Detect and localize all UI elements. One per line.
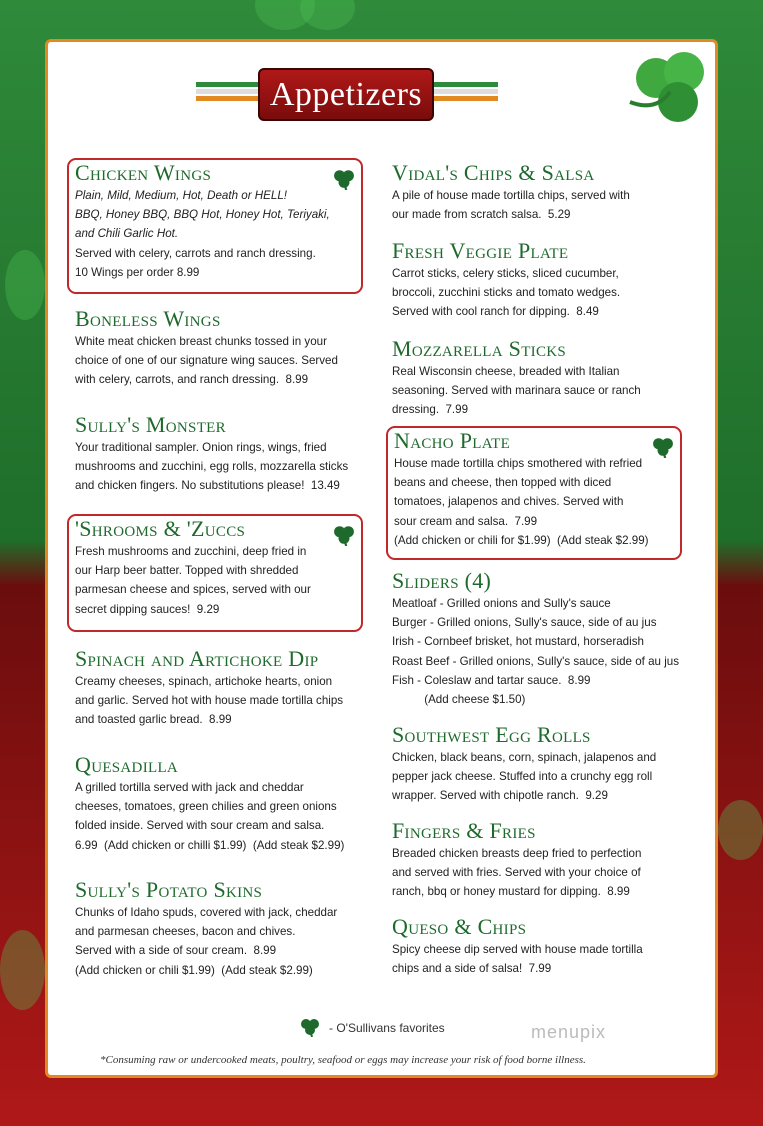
- menu-item-description-line: folded inside. Served with sour cream and salsa.: [75, 819, 325, 833]
- menu-item-description-line: Fresh mushrooms and zucchini, deep fried in: [75, 545, 307, 558]
- menu-item-description-line: seasoning. Served with marinara sauce or ranch: [392, 384, 641, 398]
- menu-item-description-line: House made tortilla chips smothered with refried: [394, 457, 643, 470]
- menu-item-description-line: Served with cool ranch for dipping. 8.49: [392, 305, 599, 319]
- menu-item-description-line: secret dipping sauces! 9.29: [75, 602, 220, 616]
- menu-item-description-line: dressing. 7.99: [392, 403, 469, 417]
- menu-item-description-line: and toasted garlic bread. 8.99: [75, 713, 232, 727]
- menu-item: [392, 818, 641, 902]
- menu-item-description-line: broccoli, zucchini sticks and tomato wedges.: [392, 286, 621, 300]
- menu-item-description-line: Burger - Grilled onions, Sully's sauce, side of au jus: [392, 616, 657, 630]
- menu-item-title: Sully's Potato Skins: [75, 877, 263, 902]
- menu-item-description-line: parmesan cheese and spices, served with our: [75, 583, 311, 597]
- menu-item-description-line: with celery, carrots, and ranch dressing. 8.99: [75, 373, 309, 387]
- menu-item: [392, 722, 656, 806]
- menu-item-description-line: our made from scratch salsa. 5.29: [392, 208, 571, 222]
- shamrock-icon: [300, 1017, 320, 1037]
- menu-item-description-line: tomatoes, jalapenos and chives. Served with: [394, 495, 624, 509]
- menu-item: [75, 752, 344, 855]
- menu-item: [75, 306, 338, 390]
- watermark: menupix: [531, 1022, 607, 1042]
- menu-item-description-line: A grilled tortilla served with jack and cheddar: [75, 781, 304, 794]
- menu-item-title: Nacho Plate: [394, 428, 511, 453]
- menu-item-description-line: Served with a side of sour cream. 8.99: [75, 944, 277, 958]
- menu-item-description-line: A pile of house made tortilla chips, served with: [392, 189, 630, 202]
- menu-item-description-line: (Add chicken or chili $1.99) (Add steak $2.99): [75, 963, 313, 977]
- menu-item-title: Southwest Egg Rolls: [392, 722, 591, 747]
- menu-item-description-line: chips and a side of salsa! 7.99: [392, 962, 552, 976]
- background-clover-leaf: [5, 250, 45, 320]
- menu-item-description-line: sour cream and salsa. 7.99: [394, 514, 538, 528]
- menu-item-description-line: beans and cheese, then topped with diced: [394, 476, 612, 490]
- menu-item-title: Sully's Monster: [75, 412, 226, 437]
- menu-item-description-line: and parmesan cheeses, bacon and chives.: [75, 925, 296, 939]
- menu-item: [75, 877, 337, 980]
- background-clover-leaf: [0, 930, 45, 1010]
- menu-item-title: Fingers & Fries: [392, 818, 536, 843]
- menu-item: [392, 336, 641, 420]
- menu-item-description-line: Spicy cheese dip served with house made tortilla: [392, 943, 643, 956]
- menu-item-description-line: Chicken, black beans, corn, spinach, jalapenos and: [392, 751, 657, 764]
- menu-item-description-line: Breaded chicken breasts deep fried to perfection: [392, 847, 642, 860]
- menu-item-title: Spinach and Artichoke Dip: [75, 646, 319, 671]
- menu-item-option-line: BBQ, Honey BBQ, BBQ Hot, Honey Hot, Teriyaki,: [75, 208, 330, 222]
- menu-item: [386, 426, 682, 560]
- menu-item-title: Boneless Wings: [75, 306, 221, 331]
- disclaimer: *Consuming raw or undercooked meats, poultry, seafood or eggs may increase your risk of food borne illness.: [100, 1054, 586, 1066]
- menu-item-description-line: Carrot sticks, celery sticks, sliced cucumber,: [392, 267, 619, 280]
- menu-item-description-line: 10 Wings per order 8.99: [75, 265, 200, 279]
- menu-item-description-line: Chunks of Idaho spuds, covered with jack, cheddar: [75, 906, 338, 919]
- menu-item-description-line: wrapper. Served with chipotle ranch. 9.29: [392, 789, 608, 803]
- menu-item-description-line: Irish - Cornbeef brisket, hot mustard, horseradish: [392, 635, 644, 649]
- menu-item-description-line: choice of one of our signature wing sauces. Served: [75, 354, 338, 368]
- menu-item-title: Vidal's Chips & Salsa: [392, 160, 595, 185]
- menu-item-description-line: cheeses, tomatoes, green chilies and green onions: [75, 800, 337, 814]
- shamrock-icon: [333, 524, 355, 546]
- menu-item-description-line: 6.99 (Add chicken or chilli $1.99) (Add steak $2.99): [75, 838, 345, 852]
- menu-item-option-line: and Chili Garlic Hot.: [75, 227, 179, 241]
- menu-item-title: Chicken Wings: [75, 160, 212, 185]
- section-title: Appetizers: [258, 68, 434, 121]
- menu-item-description-line: pepper jack cheese. Stuffed into a crunchy egg roll: [392, 770, 653, 784]
- shamrock-icon: [626, 50, 718, 134]
- menu-item: [67, 514, 363, 632]
- menu-item-title: Sliders (4): [392, 568, 492, 593]
- menu-item-title: Quesadilla: [75, 752, 179, 777]
- favorites-legend: - O'Sullivans favorites: [329, 1021, 445, 1035]
- menu-item: [392, 914, 643, 978]
- menu-item-title: Fresh Veggie Plate: [392, 238, 569, 263]
- background-clover-leaf: [718, 800, 763, 860]
- menu-item: [75, 412, 348, 496]
- menu-item-description-line: Meatloaf - Grilled onions and Sully's sauce: [392, 597, 611, 610]
- menu-item-description-line: ranch, bbq or honey mustard for dipping. 8.99: [392, 885, 630, 899]
- menu-item-description-line: (Add cheese $1.50): [392, 693, 526, 707]
- menu-item-description-line: and garlic. Served hot with house made tortilla chips: [75, 694, 344, 708]
- shamrock-icon: [333, 168, 355, 190]
- menu-item-description-line: Real Wisconsin cheese, breaded with Italian: [392, 365, 620, 378]
- shamrock-icon: [652, 436, 674, 458]
- menu-item: [75, 646, 343, 730]
- menu-item-description-line: Fish - Coleslaw and tartar sauce. 8.99: [392, 673, 591, 687]
- menu-item: [392, 160, 630, 224]
- menu-item-title: 'Shrooms & 'Zuccs: [75, 516, 246, 541]
- menu-item-description-line: our Harp beer batter. Topped with shredded: [75, 564, 299, 578]
- menu-item-description-line: and chicken fingers. No substitutions please! 13.49: [75, 479, 340, 493]
- menu-item-description-line: Your traditional sampler. Onion rings, wings, fried: [75, 441, 327, 454]
- menu-item-description-line: White meat chicken breast chunks tossed in your: [75, 335, 327, 348]
- background-clover-leaf: [300, 0, 355, 30]
- menu-item-title: Mozzarella Sticks: [392, 336, 567, 361]
- menu-item-title: Queso & Chips: [392, 914, 527, 939]
- section-banner: [196, 68, 498, 121]
- menu-item-description-line: Creamy cheeses, spinach, artichoke hearts, onion: [75, 675, 333, 688]
- menu-item-description-line: Served with celery, carrots and ranch dressing.: [75, 246, 316, 260]
- menu-item-description-line: and served with fries. Served with your choice of: [392, 866, 641, 880]
- menu-item-option-line: Plain, Mild, Medium, Hot, Death or HELL!: [75, 189, 287, 202]
- menu-item-description-line: mushrooms and zucchini, egg rolls, mozzarella sticks: [75, 460, 349, 474]
- menu-item: [392, 238, 620, 322]
- menu-item: [67, 158, 363, 294]
- menu-item-description-line: (Add chicken or chili for $1.99) (Add steak $2.99): [394, 533, 649, 547]
- menu-item-description-line: Roast Beef - Grilled onions, Sully's sauce, side of au jus: [392, 654, 680, 668]
- menu-item: [392, 568, 679, 709]
